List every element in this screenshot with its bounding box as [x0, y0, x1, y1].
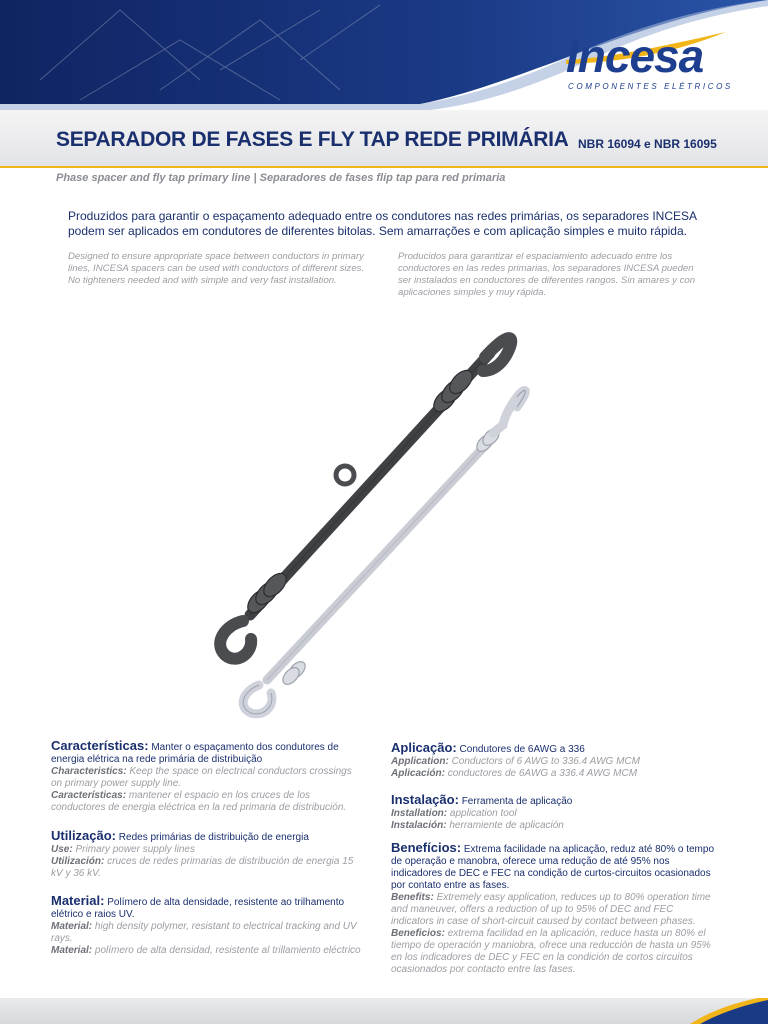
page-footer [0, 998, 768, 1024]
utilizacao-en: Primary power supply lines [75, 844, 195, 855]
utilizacao-es-label: Utilización: [51, 856, 105, 867]
intro-english: Designed to ensure appropriate space between conductors in primary lines, INCESA spacers can be used with conductors of different sizes. No tighteners needed and with simple and very fast installation. [68, 251, 365, 286]
instalacao-en-label: Installation: [391, 808, 448, 819]
caracteristicas-heading: Características: [51, 738, 149, 753]
page-title: SEPARADOR DE FASES E FLY TAP REDE PRIMÁRIA [56, 128, 569, 151]
instalacao-es-label: Instalación: [391, 820, 447, 831]
norm-reference: NBR 16094 e NBR 16095 [578, 137, 717, 151]
instalacao-heading: Instalação: [391, 792, 459, 807]
instalacao-en: application tool [449, 808, 517, 819]
section-aplicacao [391, 742, 711, 780]
aplicacao-pt: Condutores de 6AWG a 336 [459, 744, 585, 755]
fly-tap-light [243, 390, 525, 713]
beneficios-heading: Benefícios: [391, 840, 462, 855]
material-en-label: Material: [51, 921, 93, 932]
material-es: polímero de alta densidad, resistente al trillamiento eléctrico [94, 945, 361, 956]
section-instalacao [391, 794, 711, 832]
instalacao-pt: Ferramenta de aplicação [461, 796, 573, 807]
caracteristicas-pt: Manter o espaçamento dos condutores de energia elétrica na rede primária de distribuição [51, 742, 339, 765]
material-es-label: Material: [51, 945, 93, 956]
page-subtitle: Phase spacer and fly tap primary line | Separadores de fases flip tap para red primaria [56, 172, 506, 184]
aplicacao-es: conductores de 6AWG a 336.4 AWG MCM [447, 768, 638, 779]
logo-tagline: COMPONENTES ELÉTRICOS [568, 82, 733, 91]
aplicacao-es-label: Aplicación: [391, 768, 445, 779]
logo-wordmark: Incesa [566, 30, 704, 82]
incesa-logo [566, 30, 736, 100]
beneficios-es: extrema facilidad en la aplicación, reduce hasta un 80% el tiempo de operación y maniobra, ofrece una reducción de hasta un 95% en los indicadores de DEC y FEC en la condición de cortos circuitos ocasionados por contacto entre las fases. [391, 928, 711, 975]
beneficios-en-label: Benefits: [391, 892, 434, 903]
caracteristicas-en-label: Characteristics: [51, 766, 127, 777]
intro-portuguese: Produzidos para garantir o espaçamento adequado entre os condutores nas redes primárias, os separadores INCESA podem ser aplicados em condutores de diferentes bitolas. Sem amarrações e com aplicação simples e muito rápida. [68, 209, 697, 238]
beneficios-en: Extremely easy application, reduces up to 80% operation time and maneuver, offers a reduction of up to 95% of DEC and FEC indicators in case of short-circuit caused by contact between phases. [391, 892, 711, 927]
section-material [51, 895, 369, 957]
beneficios-pt: Extrema facilidade na aplicação, reduz até 80% o tempo de operação e manobra, oferece uma redução de até 95% nos indicadores de DEC e FEC na condição de curtos-circuitos ocasionados por contato entre as fases. [391, 844, 715, 891]
utilizacao-heading: Utilização: [51, 828, 117, 843]
phase-spacer-dark [220, 338, 511, 659]
product-illustration [195, 325, 565, 720]
aplicacao-en-label: Application: [391, 756, 449, 767]
page-header [0, 0, 768, 110]
title-band [0, 110, 768, 168]
utilizacao-en-label: Use: [51, 844, 73, 855]
aplicacao-en: Conductors of 6 AWG to 336.4 AWG MCM [451, 756, 640, 767]
material-pt: Polímero de alta densidade, resistente ao trilhamento elétrico e raios UV. [51, 897, 345, 920]
material-en: high density polymer, resistant to electrical tracking and UV rays. [51, 921, 357, 944]
caracteristicas-es-label: Características: [51, 790, 127, 801]
beneficios-es-label: Beneficios: [391, 928, 445, 939]
aplicacao-heading: Aplicação: [391, 740, 457, 755]
utilizacao-es: cruces de redes primarias de distribución de energia 15 kV y 36 kV. [51, 856, 354, 879]
instalacao-es: herramiente de aplicación [449, 820, 564, 831]
caracteristicas-en: Keep the space on electrical conductors crossings on primary power supply line. [51, 766, 352, 789]
intro-spanish: Producidos para garantizar el espaciamiento adecuado entre los conductores en las redes primarias, los separadores INCESA pueden ser instalados en conductores de diferentes rangos. Sin amares y con aplicaciones simples y muy rápida. [398, 251, 696, 298]
caracteristicas-es: mantener el espacio en los cruces de los conductores de energia eléctrica en la red primaria de distribución. [51, 790, 347, 813]
section-utilizacao [51, 830, 361, 880]
utilizacao-pt: Redes primárias de distribuição de energia [118, 832, 309, 843]
section-caracteristicas [51, 740, 361, 814]
material-heading: Material: [51, 893, 105, 908]
footer-wave-graphic [0, 998, 768, 1024]
section-beneficios [391, 842, 715, 976]
